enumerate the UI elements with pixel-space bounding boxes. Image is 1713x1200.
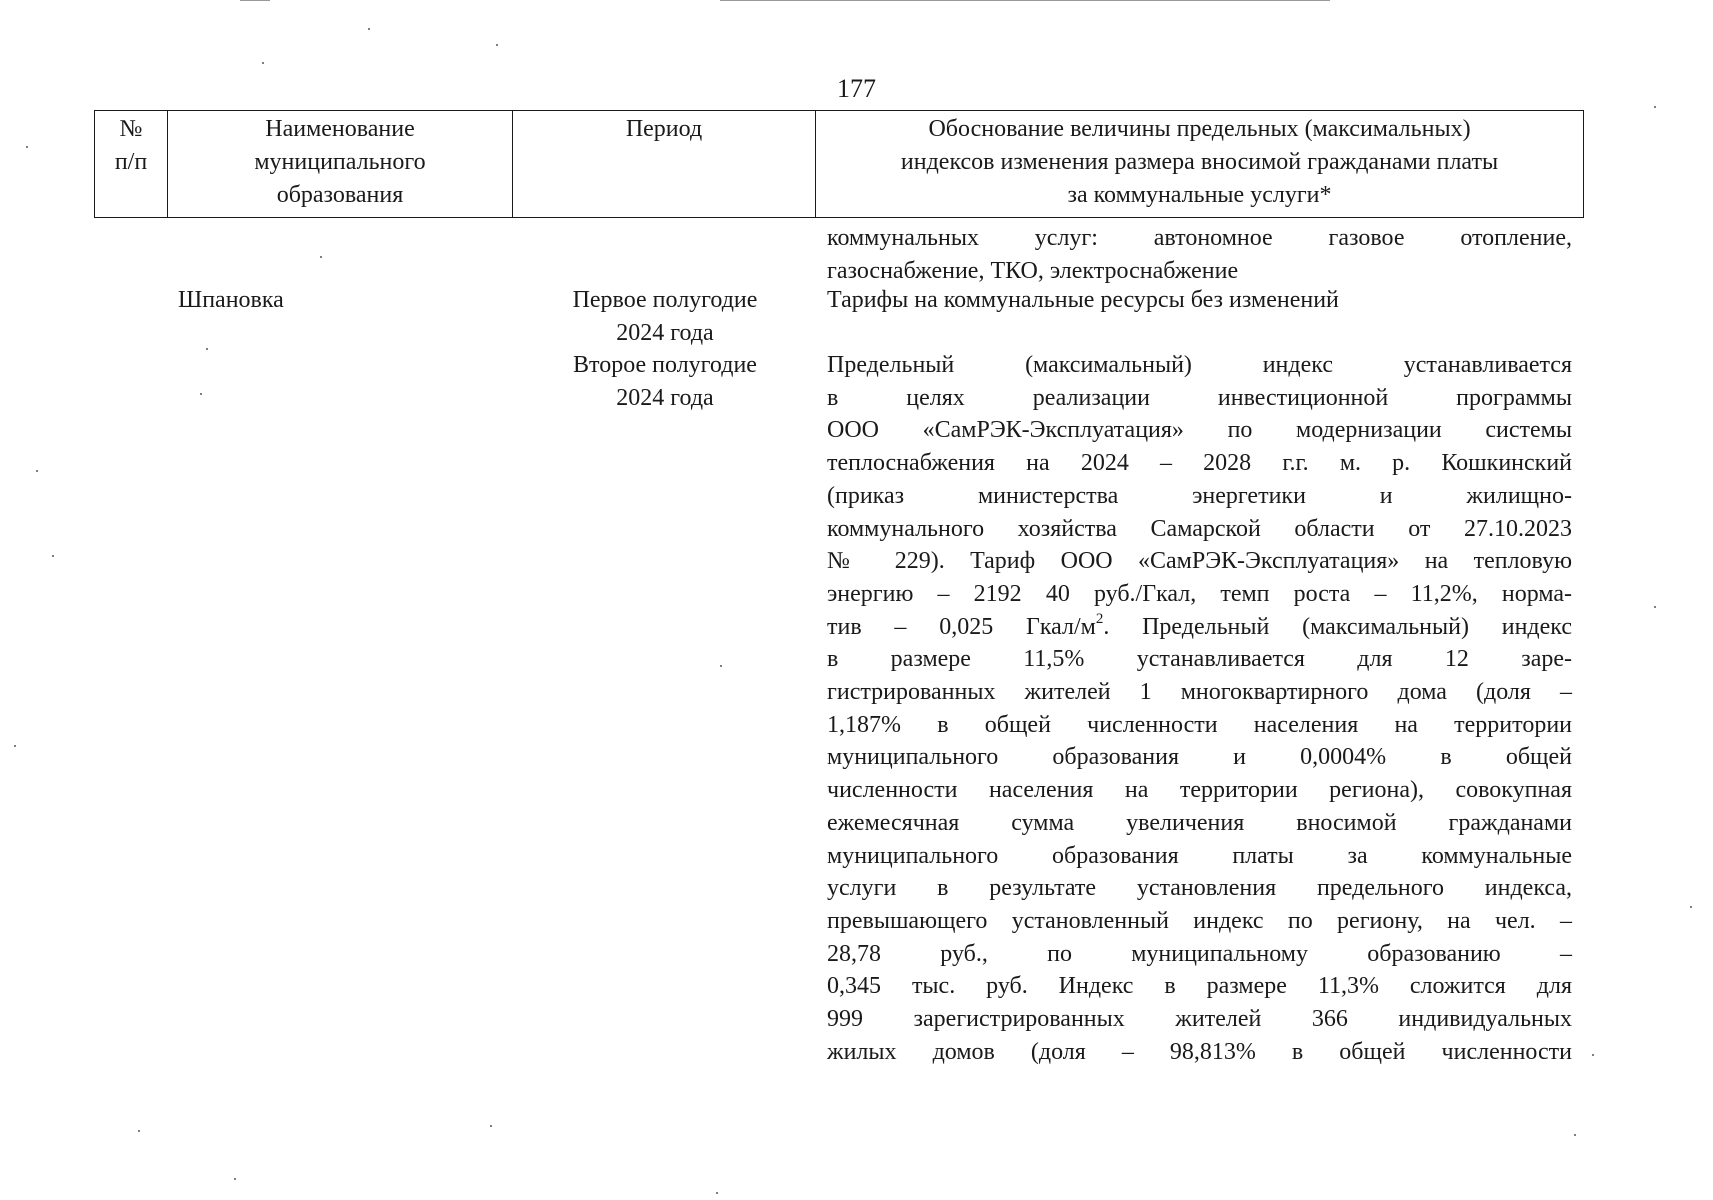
basis-first-half: Тарифы на коммунальные ресурсы без изменений [827,287,1339,313]
header-col-basis: Обоснование величины предельных (максимальных) индексов изменения размера вносимой гражданами платы за коммунальные услуги* [900,116,1499,208]
scan-speck [368,28,370,30]
header-col-period: Период [513,111,816,217]
continuation-text: коммунальных услуг: автономное газовое отопление, газоснабжение, ТКО, электроснабжение [827,225,1572,284]
basis-line: теплоснабжения на 2024 – 2028 г.г. м. р. Кошкинский [827,450,1572,477]
basis-line: коммунального хозяйства Самарской области от 27.10.2023 [827,515,1572,542]
scan-speck [1592,1054,1594,1056]
scan-speck [36,470,38,472]
basis-line: 0,345 тыс. руб. Индекс в размере 11,3% сложится для [827,973,1572,1000]
scan-speck [1654,106,1656,108]
basis-line: превышающего установленный индекс по региону, на чел. – [827,907,1572,934]
header-col-number: № п/п [95,111,168,217]
scan-speck [138,1130,140,1132]
basis-line: в целях реализации инвестиционной программы [827,384,1572,411]
basis-line: 28,78 руб., по муниципальному образованию – [827,940,1572,967]
basis-line: численности населения на территории региона), совокупная [827,777,1572,804]
scan-artifact-line [240,0,270,1]
municipality-name: Шпановка [178,287,284,313]
period-first-half: Первое полугодие 2024 года [572,287,758,346]
basis-line: ежемесячная сумма увеличения вносимой гражданами [827,809,1572,836]
scan-speck [52,555,54,557]
scan-speck [496,44,498,46]
superscript-exponent: 2 [1095,610,1104,627]
table-header [94,110,1584,218]
scan-speck [716,1192,718,1194]
page-number: 177 [837,74,876,103]
basis-line: № 229). Тариф ООО «СамРЭК-Эксплуатация» на тепловую [827,548,1572,575]
basis-line: 999 зарегистрированных жителей 366 индивидуальных [827,1006,1572,1033]
scan-speck [234,1178,236,1180]
basis-line: Предельный (максимальный) индекс устанавливается [827,352,1572,378]
basis-line-with-superscript: тив – 0,025 Гкал/$м^2$. Предельный (максимальный) индекс [827,610,1572,640]
scan-speck [320,256,322,258]
scan-speck [200,393,202,395]
basis-line: муниципального образования платы за коммунальные [827,842,1572,869]
scan-speck [1654,606,1656,608]
scan-speck [26,146,28,148]
header-col-municipality: Наименование муниципального образования [168,111,513,217]
basis-line: 1,187% в общей численности населения на территории [827,711,1572,738]
basis-line: в размере 11,5% устанавливается для 12 заре- [827,646,1572,673]
scan-artifact-line [720,0,1330,1]
scan-speck [14,745,16,747]
scan-speck [262,62,264,64]
basis-line: жилых домов (доля – 98,813% в общей численности [827,1038,1572,1065]
basis-line: (приказ министерства энергетики и жилищно- [827,482,1572,509]
scan-speck [490,1125,492,1127]
basis-line: гистрированных жителей 1 многоквартирного дома (доля – [827,679,1572,706]
period-second-half: Второе полугодие 2024 года [573,352,757,411]
basis-line: ООО «СамРЭК-Эксплуатация» по модернизации системы [827,417,1572,444]
basis-line: услуги в результате установления предельного индекса, [827,875,1572,902]
scan-speck [720,665,722,667]
basis-line: муниципального образования и 0,0004% в общей [827,744,1572,771]
basis-line: энергию – 2192 40 руб./Гкал, темп роста – 11,2%, норма- [827,580,1572,607]
scan-speck [206,348,208,350]
basis-second-half [827,349,1572,1068]
scan-speck [1574,1134,1576,1136]
scan-speck [1690,906,1692,908]
